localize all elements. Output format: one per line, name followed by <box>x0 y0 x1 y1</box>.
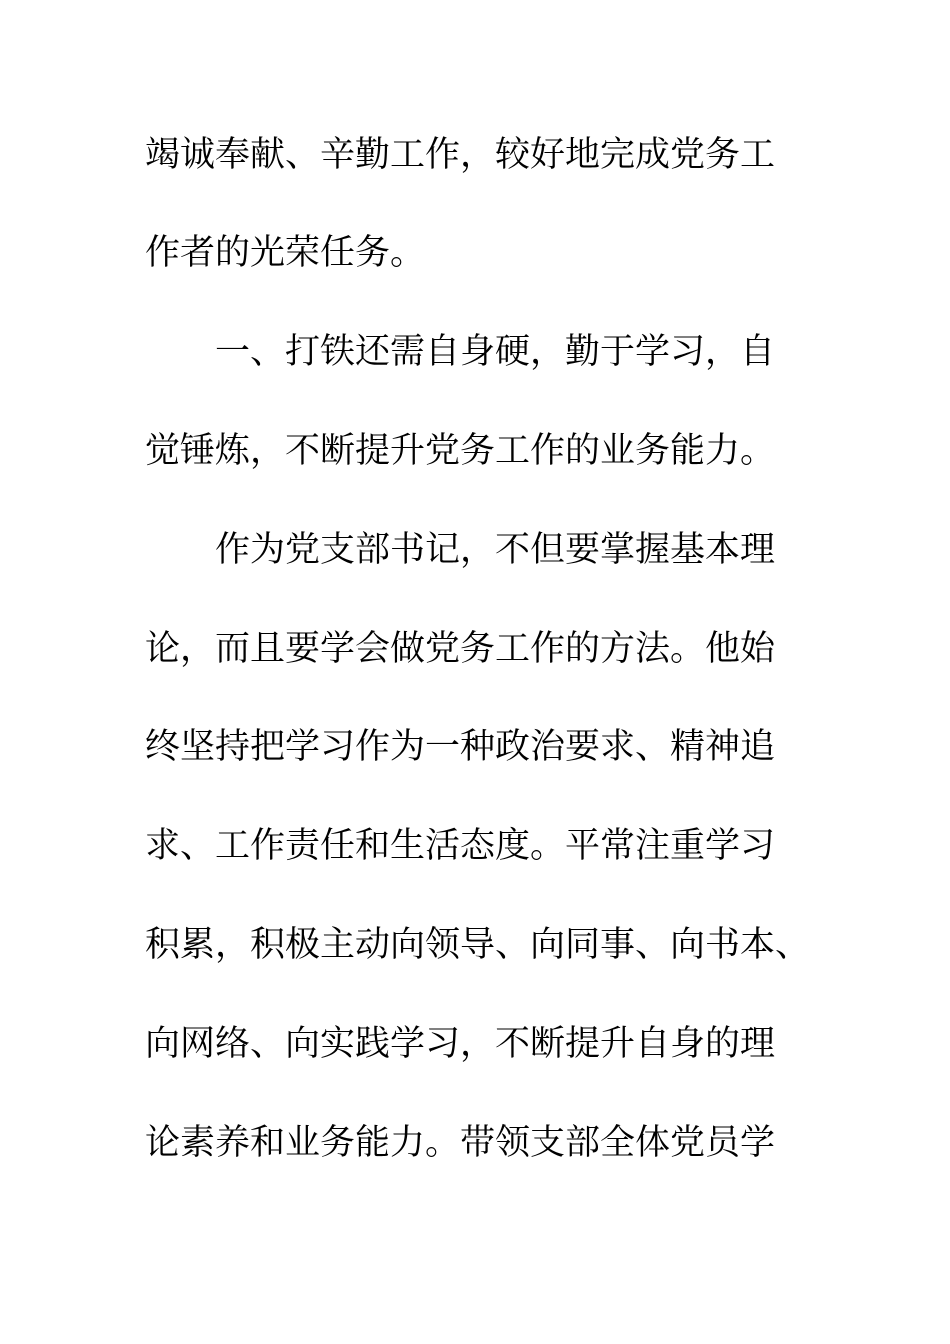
paragraph-line-6: 向网络、向实践学习，不断提升自身的理 <box>145 1024 776 1064</box>
text-line-2: 作者的光荣任务。 <box>145 233 426 273</box>
paragraph-line-1: 作为党支部书记，不但要掌握基本理 <box>215 530 776 570</box>
text-line-1: 竭诚奉献、辛勤工作，较好地完成党务工 <box>145 135 776 175</box>
paragraph-line-2: 论，而且要学会做党务工作的方法。他始 <box>145 629 776 669</box>
paragraph-line-5: 积累，积极主动向领导、向同事、向书本、 <box>145 925 811 965</box>
paragraph-line-7: 论素养和业务能力。带领支部全体党员学 <box>145 1123 776 1163</box>
paragraph-line-3: 终坚持把学习作为一种政治要求、精神追 <box>145 727 776 767</box>
section-heading-line-2: 觉锤炼，不断提升党务工作的业务能力。 <box>145 431 776 471</box>
paragraph-line-4: 求、工作责任和生活态度。平常注重学习 <box>145 826 776 866</box>
section-heading-line-1: 一、打铁还需自身硬，勤于学习，自 <box>215 332 776 372</box>
